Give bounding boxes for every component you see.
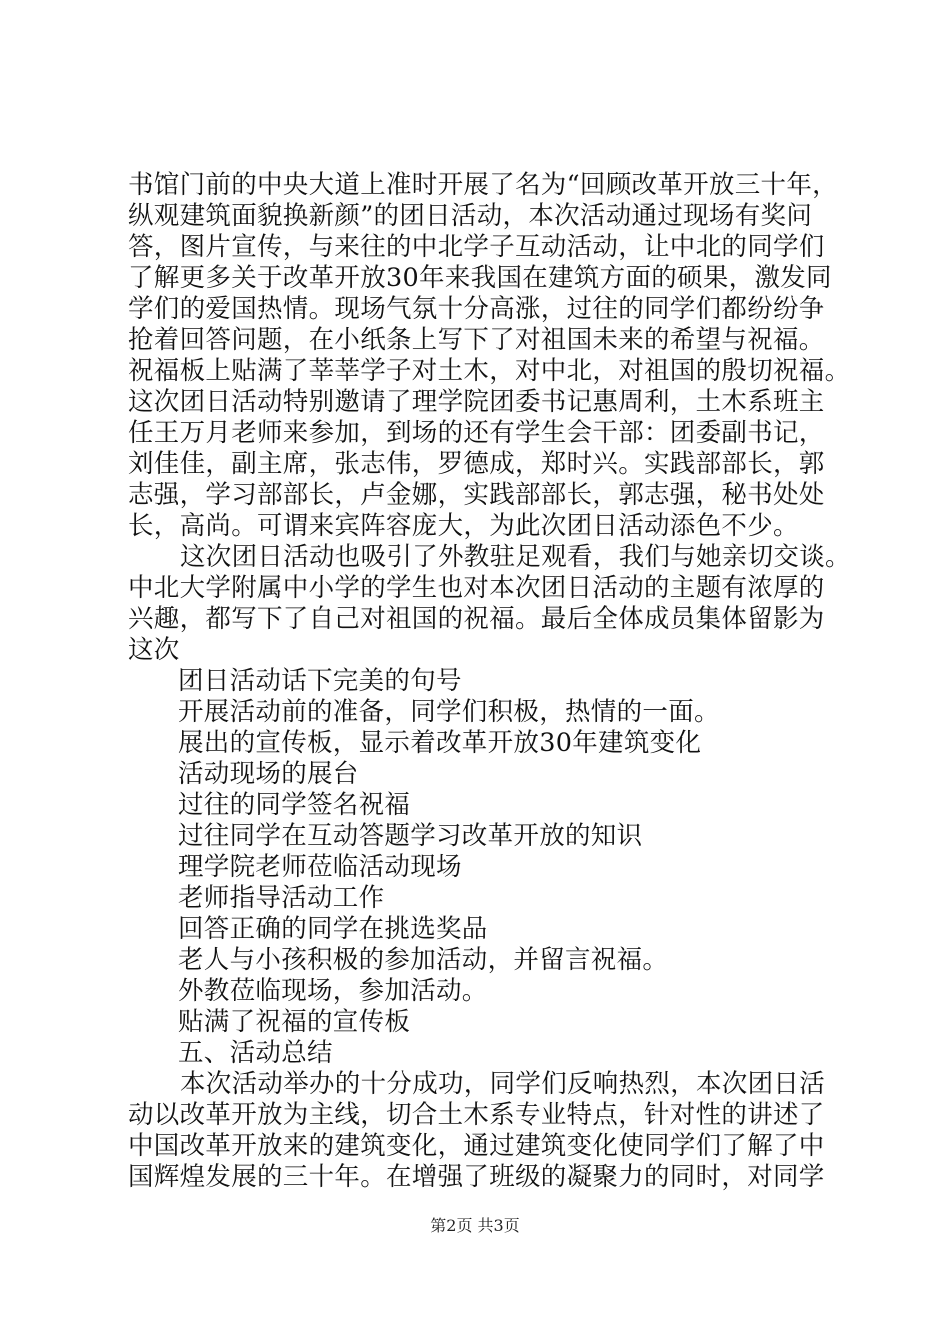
text-line: 了解更多关于改革开放30年来我国在建筑方面的硕果，激发同 (128, 263, 832, 293)
paragraph-foreign-teacher (128, 542, 851, 666)
text-line: 抢着回答问题，在小纸条上写下了对祖国未来的希望与祝福。 (128, 325, 825, 355)
section-heading: 五、活动总结 (178, 1038, 333, 1068)
photo-caption: 过往的同学签名祝福 (178, 790, 411, 820)
text-line: 纵观建筑面貌换新颜”的团日活动，本次活动通过现场有奖问 (128, 201, 813, 231)
text-line: 这次团日活动也吸引了外教驻足观看，我们与她亲切交谈。 (180, 542, 851, 572)
page-number-footer: 第2页 共3页 (430, 1216, 520, 1235)
photo-caption: 外教莅临现场，参加活动。 (178, 976, 488, 1006)
text-line: 动以改革开放为主线，切合土木系专业特点，针对性的讲述了 (128, 1100, 825, 1130)
paragraph-summary (128, 1069, 838, 1193)
text-line: 刘佳佳，副主席，张志伟，罗德成，郑时兴。实践部部长，郭 (128, 449, 825, 479)
photo-caption: 贴满了祝福的宣传板 (178, 1007, 411, 1037)
text-line: 这次 (128, 635, 180, 665)
text-line: 长，高尚。可谓来宾阵容庞大，为此次团日活动添色不少。 (128, 511, 799, 541)
photo-caption: 开展活动前的准备，同学们积极，热情的一面。 (178, 697, 720, 727)
text-line: 国辉煌发展的三十年。在增强了班级的凝聚力的同时，对同学 (128, 1162, 825, 1192)
text-line: 答，图片宣传，与来往的中北学子互动活动，让中北的同学们 (128, 232, 825, 262)
photo-caption-list (128, 666, 838, 1038)
photo-caption: 过往同学在互动答题学习改革开放的知识 (178, 821, 643, 851)
paragraph-activity-description (128, 170, 851, 542)
text-line: 中北大学附属中小学的学生也对本次团日活动的主题有浓厚的 (128, 573, 825, 603)
text-line: 书馆门前的中央大道上准时开展了名为“回顾改革开放三十年， (128, 170, 838, 200)
photo-caption: 团日活动话下完美的句号 (178, 666, 462, 696)
photo-caption: 活动现场的展台 (178, 759, 359, 789)
text-line: 兴趣，都写下了自己对祖国的祝福。最后全体成员集体留影为 (128, 604, 825, 634)
text-line: 学们的爱国热情。现场气氛十分高涨，过往的同学们都纷纷争 (128, 294, 825, 324)
text-line: 这次团日活动特别邀请了理学院团委书记惠周利，土木系班主 (128, 387, 825, 417)
photo-caption: 回答正确的同学在挑选奖品 (178, 914, 488, 944)
text-line: 志强，学习部部长，卢金娜，实践部部长，郭志强，秘书处处 (128, 480, 825, 510)
text-line: 任王万月老师来参加，到场的还有学生会干部：团委副书记， (128, 418, 825, 448)
text-line: 中国改革开放来的建筑变化，通过建筑变化使同学们了解了中 (128, 1131, 825, 1161)
text-line: 祝福板上贴满了莘莘学子对土木，对中北，对祖国的殷切祝福。 (128, 356, 851, 386)
document-body (128, 170, 851, 1193)
photo-caption: 老师指导活动工作 (178, 883, 385, 913)
photo-caption: 老人与小孩积极的参加活动，并留言祝福。 (178, 945, 669, 975)
text-line: 本次活动举办的十分成功，同学们反响热烈，本次团日活 (180, 1069, 826, 1099)
photo-caption: 理学院老师莅临活动现场 (178, 852, 462, 882)
photo-caption: 展出的宣传板，显示着改革开放30年建筑变化 (178, 728, 702, 758)
